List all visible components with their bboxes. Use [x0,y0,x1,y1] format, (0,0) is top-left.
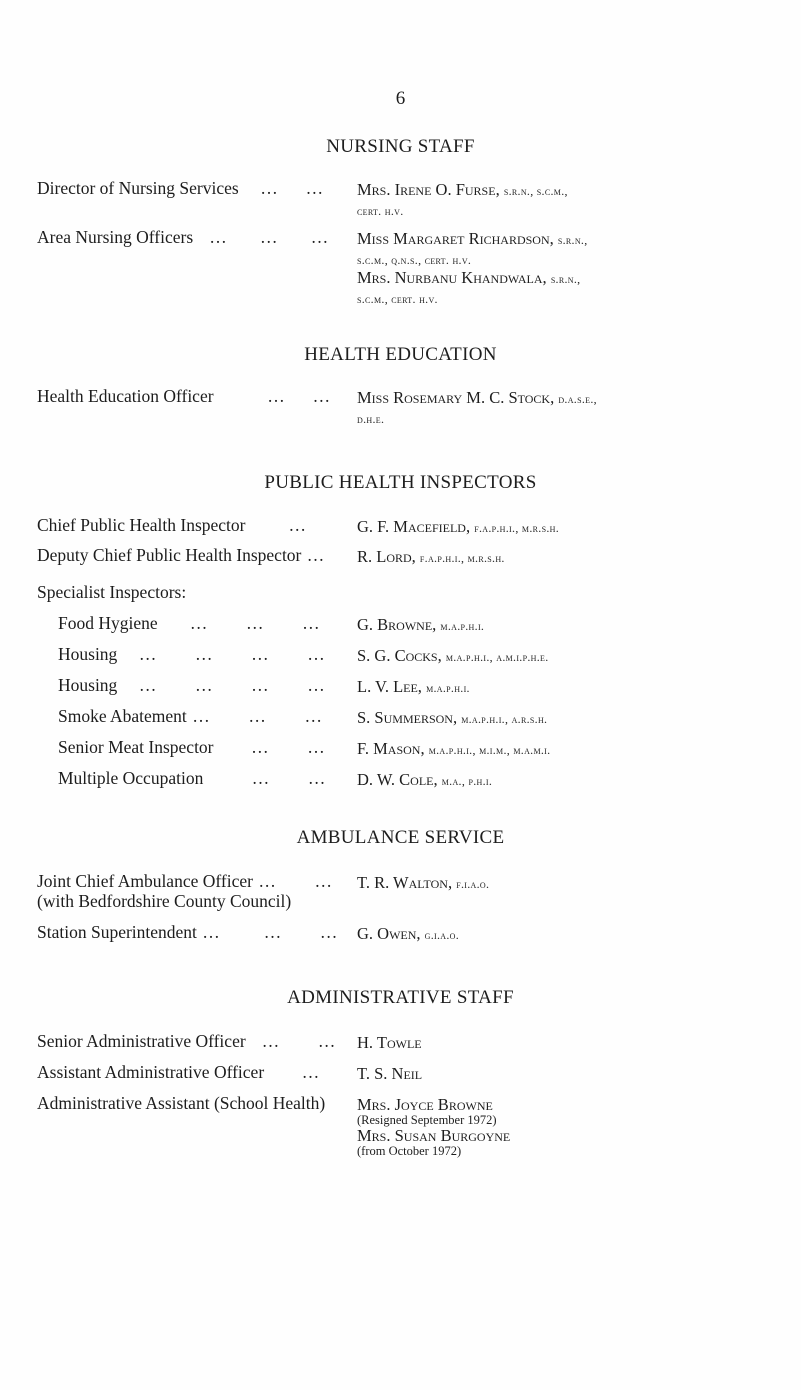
deputy-phi-name: R. Lord, [357,547,416,566]
area-label-text: Area Nursing Officers [37,227,194,247]
leader-dots: … … … [193,227,330,247]
specialist-value [357,646,549,667]
specialist-label-text: Smoke Abatement [58,706,187,726]
specialist-quals: m.a.p.h.i., m.i.m., m.a.m.i. [428,743,551,757]
specialist-quals: m.a.p.h.i., a.r.s.h. [461,712,548,726]
assistant-admin-label [37,1062,320,1083]
area-name-1-line [357,229,588,250]
area-name-2: Mrs. Nurbanu Khandwala, [357,268,547,287]
school-health-name-1: Mrs. Joyce Browne [357,1095,493,1114]
specialist-value [357,615,484,636]
ambulance-chief-label-2: (with Bedfordshire County Council) [37,891,292,911]
senior-admin-label [37,1031,336,1052]
leader-dots: … [245,515,307,535]
ambulance-chief-name: T. R. Walton, [357,873,453,892]
ambulance-heading: AMBULANCE SERVICE [296,827,505,848]
chief-phi-label [37,515,307,536]
area-label [37,227,329,248]
specialist-label-text: Food Hygiene [58,613,158,633]
specialist-name: S. G. Cocks, [357,646,442,665]
specialist-name: G. Browne, [357,615,437,634]
specialist-label-text: Housing [58,675,118,695]
school-health-name-2: Mrs. Susan Burgoyne [357,1126,511,1145]
specialist-label [58,644,326,665]
director-label-text: Director of Nursing Services [37,178,239,198]
area-quals-2-line [357,288,438,309]
leader-dots: … … [238,178,325,198]
director-name: Mrs. Irene O. Furse, [357,180,500,199]
director-quals: s.r.n., s.c.m., [503,184,568,198]
leader-dots: … … [252,871,333,891]
health-education-officer-label-text: Health Education Officer [37,386,214,406]
specialist-quals: m.a.p.h.i. [440,619,485,633]
chief-phi-quals: f.a.p.h.i., m.r.s.h. [474,521,559,535]
leader-dots: … … [203,768,327,788]
director-quals-2: cert. h.v. [357,204,404,218]
senior-admin-name: H. Towle [357,1033,422,1052]
specialist-name: D. W. Cole, [357,770,438,789]
senior-admin-line [357,1033,422,1052]
specialist-label [58,613,321,634]
station-superintendent-quals: g.i.a.o. [424,928,460,942]
leader-dots: … [264,1062,321,1082]
specialist-name: F. Mason, [357,739,425,758]
area-quals-1a: s.r.n., [557,233,588,247]
deputy-phi-line [357,547,505,568]
specialist-label-text: Housing [58,644,118,664]
specialist-value [357,770,492,791]
school-health-note-1: (Resigned September 1972) [357,1113,497,1127]
health-education-officer-line [357,388,597,409]
ambulance-chief-label-text: Joint Chief Ambulance Officer [37,871,253,891]
specialist-label-text: Multiple Occupation [58,768,204,788]
specialist-value [357,708,547,729]
specialist-name: L. V. Lee, [357,677,422,696]
station-superintendent-label-text: Station Superintendent [37,922,197,942]
health-education-officer-quals-2: d.h.e. [357,412,385,426]
area-name-2-line [357,268,580,289]
chief-phi-line [357,517,559,538]
health-education-officer-name: Miss Rosemary M. C. Stock, [357,388,555,407]
leader-dots: … … … … [117,644,326,664]
specialist-quals: m.a.p.h.i., a.m.i.p.h.e. [445,650,549,664]
school-health-line-1 [357,1095,493,1114]
assistant-admin-label-text: Assistant Administrative Officer [37,1062,265,1082]
assistant-admin-name: T. S. Neil [357,1064,423,1083]
ambulance-chief-quals: f.i.a.o. [456,877,490,891]
leader-dots: … … … [186,706,323,726]
specialist-name: S. Summerson, [357,708,458,727]
page-number: 6 [395,88,406,109]
specialist-value [357,739,550,760]
specialist-label [58,737,326,758]
leader-dots: … … [245,1031,337,1051]
deputy-phi-label-text: Deputy Chief Public Health Inspector [37,545,302,565]
ambulance-chief-label [37,871,333,892]
station-superintendent-name: G. Owen, [357,924,421,943]
leader-dots: … … [213,737,326,757]
school-health-label: Administrative Assistant (School Health) [37,1093,326,1113]
leader-dots: … … … … [117,675,326,695]
leader-dots: … … [213,386,332,406]
health-education-officer-quals: d.a.s.e., [558,392,597,406]
phi-heading: PUBLIC HEALTH INSPECTORS [264,472,537,493]
area-quals-2a: s.r.n., [550,272,581,286]
area-quals-2b: s.c.m., cert. h.v. [357,292,438,306]
school-health-line-2 [357,1126,510,1145]
director-quals-line [357,200,404,221]
specialist-quals: m.a., p.h.i. [441,774,493,788]
specialist-inspectors-label: Specialist Inspectors: [37,582,187,602]
senior-admin-label-text: Senior Administrative Officer [37,1031,246,1051]
specialist-label [58,768,326,789]
nursing-staff-heading: NURSING STAFF [326,136,475,157]
leader-dots: … … … [157,613,321,633]
specialist-label-text: Senior Meat Inspector [58,737,214,757]
area-quals-1b: s.c.m., q.n.s., cert. h.v. [357,253,472,267]
station-superintendent-label [37,922,338,943]
specialist-quals: m.a.p.h.i. [426,681,470,695]
health-education-officer-label [37,386,331,407]
leader-dots: … … … [196,922,339,942]
deputy-phi-quals: f.a.p.h.i., m.r.s.h. [419,551,505,565]
health-education-officer-quals-line [357,408,384,429]
ambulance-chief-line [357,873,489,894]
director-label [37,178,324,199]
station-superintendent-line [357,924,459,945]
chief-phi-name: G. F. Macefield, [357,517,471,536]
deputy-phi-label [37,545,325,566]
area-name-1: Miss Margaret Richardson, [357,229,554,248]
specialist-label [58,675,326,696]
admin-heading: ADMINISTRATIVE STAFF [287,987,514,1008]
school-health-note-2: (from October 1972) [357,1144,462,1158]
assistant-admin-line [357,1064,422,1083]
chief-phi-label-text: Chief Public Health Inspector [37,515,246,535]
specialist-label [58,706,323,727]
health-education-heading: HEALTH EDUCATION [304,344,497,365]
area-quals-1-line [357,249,471,270]
director-name-line [357,180,568,201]
specialist-value [357,677,470,698]
leader-dots: … [301,545,326,565]
